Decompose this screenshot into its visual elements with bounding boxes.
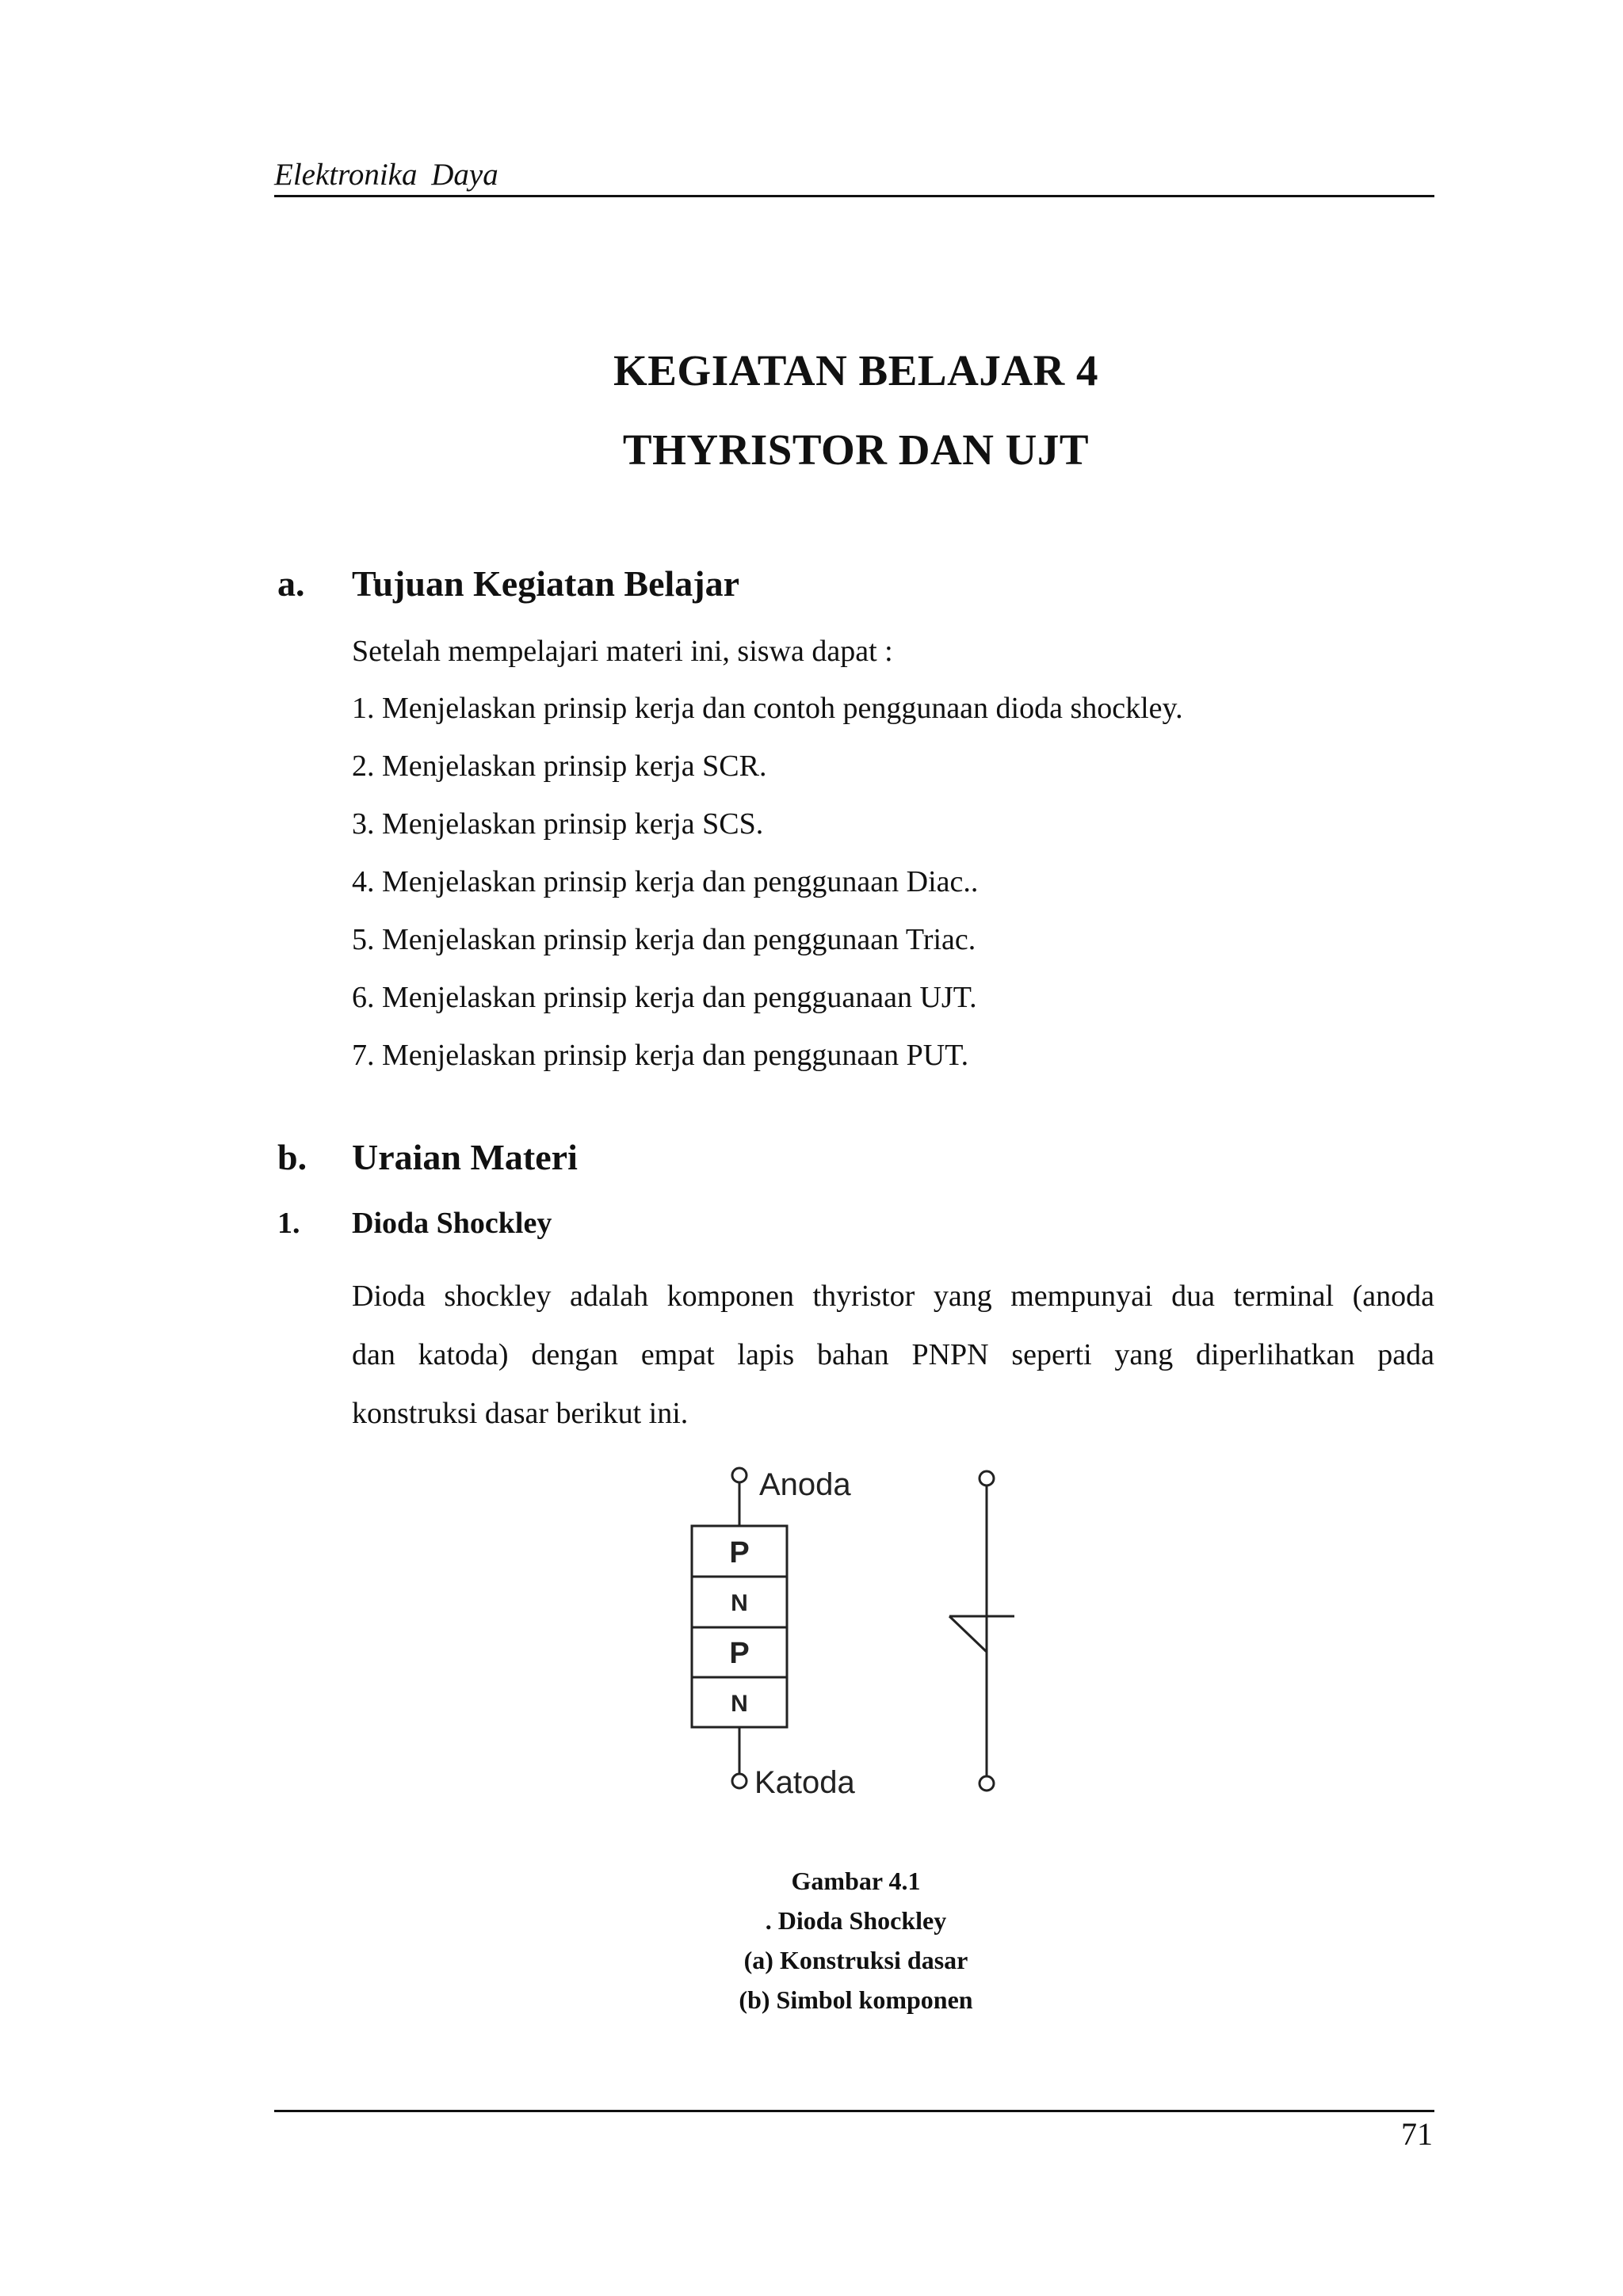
objective-item: 4. Menjelaskan prinsip kerja dan penggunaan Diac.. [352, 865, 979, 898]
objective-item: 3. Menjelaskan prinsip kerja SCS. [352, 807, 764, 841]
paragraph-line: Dioda shockley adalah komponen thyristor yang mempunyai dua terminal (anoda [352, 1280, 1434, 1313]
cathode-terminal [732, 1774, 747, 1788]
section-b-heading: Uraian Materi [352, 1137, 578, 1177]
footer-rule [274, 2110, 1434, 2112]
symbol-top-terminal [980, 1471, 994, 1486]
component-symbol [949, 1471, 1014, 1791]
figure-caption-line: . Dioda Shockley [765, 1906, 947, 1935]
objective-item: 1. Menjelaskan prinsip kerja dan contoh penggunaan dioda shockley. [352, 692, 1183, 725]
objective-item: 7. Menjelaskan prinsip kerja dan penggunaan PUT. [352, 1039, 969, 1072]
figure-caption-line: (b) Simbol komponen [739, 1985, 973, 2014]
subsection-heading: Dioda Shockley [352, 1207, 552, 1240]
objectives-intro: Setelah mempelajari materi ini, siswa dapat : [352, 635, 893, 668]
construction-diagram [692, 1468, 787, 1788]
figure-caption-title: Gambar 4.1 [791, 1867, 921, 1895]
page-number: 71 [1401, 2116, 1433, 2152]
cathode-label: Katoda [754, 1765, 855, 1800]
layer-label: N [731, 1590, 748, 1616]
objective-item: 6. Menjelaskan prinsip kerja dan pengguanaan UJT. [352, 981, 977, 1014]
layer-label: P [729, 1637, 750, 1670]
chapter-subtitle: THYRISTOR DAN UJT [622, 425, 1090, 474]
symbol-diagonal [949, 1616, 987, 1652]
anode-terminal [732, 1468, 747, 1482]
paragraph-line: konstruksi dasar berikut ini. [352, 1397, 689, 1430]
layer-label: N [731, 1691, 748, 1717]
anode-label: Anoda [759, 1467, 851, 1502]
section-b-letter: b. [277, 1137, 307, 1177]
section-a-letter: a. [277, 563, 305, 604]
running-header: Elektronika Daya [274, 158, 498, 192]
subsection-number: 1. [277, 1207, 300, 1240]
objective-item: 2. Menjelaskan prinsip kerja SCR. [352, 749, 767, 783]
paragraph-line: dan katoda) dengan empat lapis bahan PNPN seperti yang diperlihatkan pada [352, 1338, 1434, 1371]
layer-label: P [729, 1536, 750, 1569]
figure-caption-line: (a) Konstruksi dasar [743, 1946, 968, 1974]
section-a-heading: Tujuan Kegiatan Belajar [352, 563, 740, 604]
objective-item: 5. Menjelaskan prinsip kerja dan penggunaan Triac. [352, 923, 976, 956]
symbol-bottom-terminal [980, 1776, 994, 1791]
chapter-title: KEGIATAN BELAJAR 4 [613, 346, 1099, 395]
